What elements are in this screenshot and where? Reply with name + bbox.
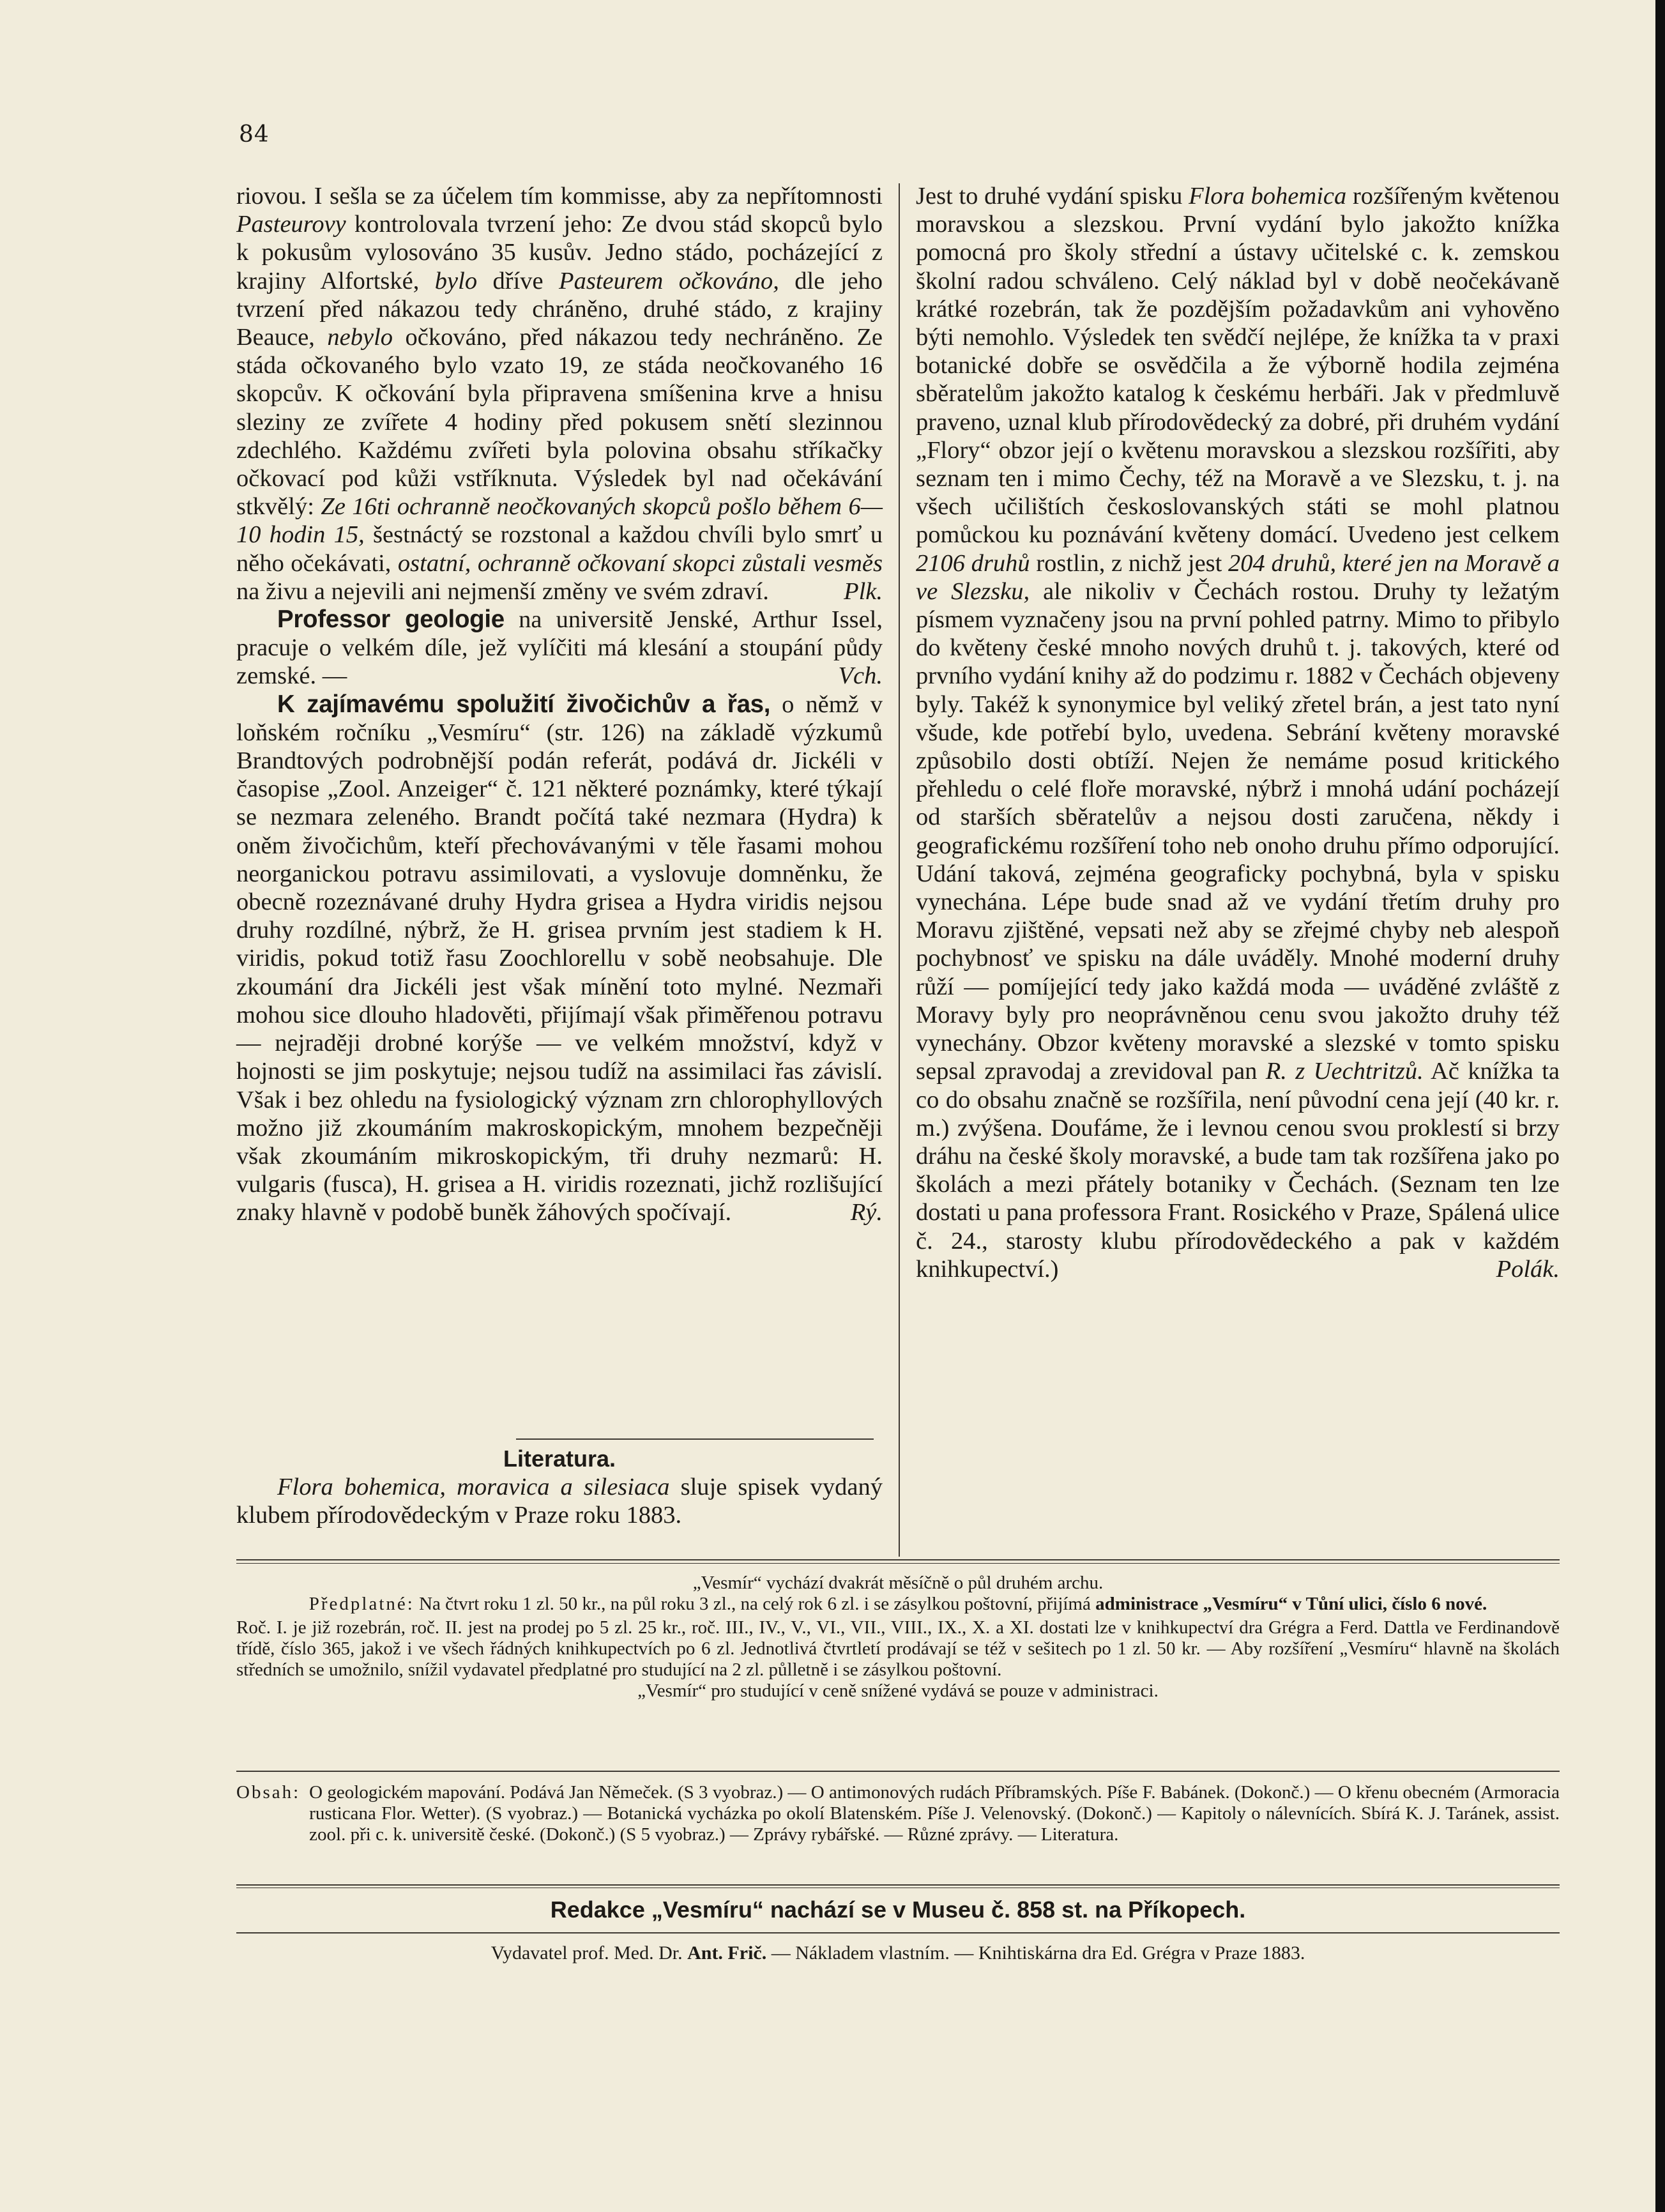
text-run: ale nikoliv v Čechách rostou. Druhy ty ležatým písmem vyznačeny jsou na první pohled patrny. Mimo to přibylo do květeny české mnoho nových druhů t. j. takových, které od prvního vydání knihy až do podzimu r. 1882 v Čechách objeveny byly. Takéž k synonymice byl veliký zřetel brán, a jest tato nyní všude, kde potřebí bylo, uvedena. Sebrání květeny moravské způsobilo dosti obtíží. Nejen že nemáme posud kritického přehledu o celé floře moravské, nýbrž i mnohá udání pocházejí od starších sběratelův a nejsou dosti zaručena, někdy i geografickému rozšíření toho neb onoho druhu přímo odporující. Udání taková, zejména geograficky pochybná, byla v spisku vynechána. Lépe bude snad až ve vydání třetím druhy pro Moravu zjištěné, vepsati než aby se zřejmé chyby neb alespoň pochybnosť ve spisku na dále uváděly. Mnohé moderní druhy růží — pomíjející tedy jako každá moda — uváděné zvláště z Moravy byly pro neoprávněnou cenu svou jakožto druhy též vynechány. Obzor květeny moravské a slezské v tomto spisku sepsal zpravodaj a zrevidoval pan — [916, 577, 1560, 1085]
text-run-italic: Ze 16ti ochranně neočkovaných skopců pošlo během 6—10 hodin 15, — [236, 493, 883, 549]
text-run: očkováno, před nákazou tedy nechráněno. Ze stáda očkovaného bylo vzato 19, ze stáda neočkovaného 16 skopcův. K očkování byla připravena smíšenina krve a hnisu sleziny ze zvířete 4 hodiny před pokusem snětí slezinnou zdechlého. Každému zvířeti byla polovina obsahu stříkačky očkovací pod kůži vstříknuta. Výsledek byl nad očekávání stkvělý: — [236, 324, 883, 521]
literatura-paragraph — [236, 1473, 883, 1529]
text-run-italic: R. z Uechtritzů. — [1265, 1058, 1424, 1085]
article-flora-review — [916, 182, 1560, 1283]
text-run: Jest to druhé vydání spisku — [916, 183, 1189, 210]
text-run-italic: Flora bohemica, moravica a silesiaca — [277, 1474, 670, 1500]
footer-rule-bottom — [236, 1932, 1560, 1934]
article-anthrax — [236, 182, 883, 606]
right-column — [916, 182, 1560, 1283]
text-run-italic: Pasteurem očkováno, — [559, 267, 779, 294]
article-geology — [236, 606, 883, 690]
text-run: na živu a nejevili ani nejmenší změny ve svém zdraví. — [236, 577, 769, 605]
signature: Vch. — [838, 662, 883, 690]
contents-list — [236, 1782, 1560, 1845]
text-run-italic: ostatní, ochranně očkovaní skopci zůstali vesměs — [397, 549, 883, 577]
imprint — [236, 1942, 1560, 1965]
article-lead: K zajímavému spolužití živočichův a řas, — [277, 690, 771, 718]
literatura-text — [236, 1473, 883, 1529]
text-run: na universitě Jenské, Arthur Issel, pracuje o velkém díle, jež vylíčiti má klesání a stoupání půdy zemské. — — [236, 606, 883, 690]
editorial-address: Redakce „Vesmíru“ nachází se v Museu č. 858 st. na Příkopech. — [550, 1896, 1246, 1923]
signature: Rý. — [850, 1199, 883, 1226]
text-run-italic: Pasteurovy — [236, 211, 346, 238]
article-lead: Professor geologie — [277, 606, 505, 634]
contents-label: Obsah: — [236, 1782, 301, 1803]
text-run-italic: bylo — [434, 267, 478, 294]
publication-note: „Vesmír“ vychází dvakrát měsíčně o půl druhém archu. — [692, 1573, 1104, 1593]
text-run: riovou. I sešla se za účelem tím kommisse, aby za nepřítomnosti — [236, 183, 883, 210]
signature: Plk. — [844, 577, 883, 605]
contents-text: O geologickém mapování. Podává Jan Němeček. (S 3 vyobraz.) — O antimonových rudách Příbramských. Píše F. Babánek. (Dokonč.) — O křenu obecném (Armoracia rusticana Flor. Wetter). (S vyobraz.) — Botanická vycházka po okolí Blatenském. Píše J. Velenovský. (Dokonč.) — Kapitoly o nálevnících. Sbírá K. J. Taránek, assist. zool. při c. k. universitě české. (Dokonč.) (S 5 vyobraz.) — Zprávy rybářské. — Různé zprávy. — Literatura. — [309, 1782, 1560, 1845]
text-run: Vydavatel prof. Med. Dr. — [490, 1942, 688, 1964]
subscription-label: Předplatné: — [308, 1594, 414, 1614]
text-run: Ač knížka ta co do obsahu značně se rozšířila, není původní cena její (40 kr. r. m.) zvýšena. Doufáme, že i levnou cenou svou proklestí si brzy dráhu na české školy moravské, a bude tam tak rozšířena jako po školách a mezi přátely botaniky v Čechách. (Seznam ten lze dostati u pana professora Frant. Rosického v Praze, Spálená ulice č. 24., starosty klubu přírodovědeckého a pak v každém knihkupectví.) — [916, 1058, 1560, 1283]
text-run: o němž v loňském ročníku „Vesmíru“ (str. 126) na základě výzkumů Brandtových podrobnější podán referát, podává dr. Jickéli v časopise „Zool. Anzeiger“ č. 121 některé poznámky, které týkají se nezmara zeleného. Brandt počítá také nezmara (Hydra) k oněm živočichům, kteří přechovávanými v těle řasami mohou neorganickou potravu assimilovati, a vyslovuje domněnku, že obecně rozeznávané druhy Hydra grisea a Hydra viridis nejsou druhy rozdílné, nýbrž, že H. grisea prvním jest stadiem k H. viridis, pokud totiž řasu Zoochlorellu v sobě neobsahuje. Dle zkoumání dra Jickéli jest však mínění toto mylné. Nezmaři mohou sice dlouho hladověti, přijímají však přiměřenou potravu — nejraději drobné korýše — ve velkém množství, když v hojnosti se jim poskytuje; nejsou tudíž na assimilaci řas závislí. Však i bez ohledu na fysiologický význam zrn chlorophyllových možno již zkoumáním makroskopickým, mnohem bezpečněji však zkoumáním mikroskopickým, tři druhy nezmarů: H. vulgaris (fusca), H. grisea a H. viridis rozeznati, jichž rozlišující znaky hlavně v podobě buněk žáhových spočívají. — [236, 690, 883, 1226]
volumes-note: Roč. I. je již rozebrán, roč. II. jest na prodej po 5 zl. 25 kr., roč. III., IV., V., VI., VII., VIII., IX., X. a XI. dostati lze v knihkupectví dra Grégra a Ferd. Dattla ve Ferdinandově třídě, číslo 365, jakož i ve všech řádných knihkupectvích po 6 zl. Jednotlivá čtvrtletí prodávají se též v sešitech po 1 zl. 50 kr. — Aby rozšíření „Vesmíru“ hlavně na školách středních se umožnilo, snížil vydavatel předplatné pro studující na 2 zl. půlletně i se zásylkou poštovní. — [236, 1617, 1560, 1680]
text-run: šestnáctý se rozstonal a každou chvíli bylo smrť u něho očekávati, — [236, 521, 883, 577]
page-number: 84 — [239, 121, 270, 148]
text-run: rostlin, z nichž jest — [1030, 549, 1229, 577]
administration-address: administrace „Vesmíru“ v Tůní ulici, číslo 6 nové. — [1095, 1594, 1487, 1614]
footer-rule-lower — [236, 1884, 1560, 1886]
footer-rule-top — [236, 1559, 1560, 1560]
text-run-italic: Flora bohemica — [1189, 183, 1347, 210]
text-run: dle jeho tvrzení před nákazou tedy chráněno, druhé stádo, z krajiny Beauce, — [236, 267, 883, 351]
section-rule — [516, 1438, 874, 1440]
students-note: „Vesmír“ pro studující v ceně snížené vydává se pouze v administraci. — [637, 1681, 1159, 1701]
text-run: Na čtvrt roku 1 zl. 50 kr., na půl roku 3 zl., na celý rok 6 zl. i se zásylkou poštovní, přijímá — [414, 1594, 1096, 1614]
scan-edge-bar — [1655, 0, 1665, 2212]
publisher-name: Ant. Frič. — [687, 1942, 767, 1964]
column-divider — [899, 183, 900, 1557]
contents-block — [236, 1782, 1560, 1845]
section-heading-literatura: Literatura. — [503, 1445, 616, 1472]
footer-rule-top-thin — [236, 1563, 1560, 1564]
text-run: rozšířeným květenou moravskou a slezskou. První vydání bylo jakožto knížka pomocná pro školy střední a ústavy učitelské c. k. zemskou školní radou schváleno. Celý náklad byl v době neočekávaně krátké rozebrán, tak že pozdějším požadavkům ani vyhověno býti nemohlo. Výsledek ten svědčí nejlépe, že knížka ta v praxi botanické dobře se osvědčila a že výborně hodila zejména sběratelům jakožto katalog k českému herbáři. Jak v předmluvě praveno, uznal klub přírodovědecký za dobré, při druhém vydání „Flory“ obzor její o květenu moravskou a slezskou rozšířiti, aby seznam ten i mimo Čechy, též na Moravě a ve Slezsku, t. j. na všech učilištích českoslovanských státi se mohl platnou pomůckou ku poznávání květeny domácí. Uvedeno jest celkem — [916, 183, 1560, 549]
text-run: — Nákladem vlastním. — Knihtiskárna dra Ed. Grégra v Praze 1883. — [766, 1942, 1305, 1964]
text-run: kontrolovala tvrzení jeho: Ze dvou stád skopců bylo k pokusům vylosováno 35 kusův. Jedno stádo, pocházející z krajiny Alfortské, — [236, 211, 883, 294]
footer-rule-middle — [236, 1771, 1560, 1772]
text-run-italic: 204 druhů, které jen na Moravě a ve Slezsku, — [916, 549, 1560, 605]
signature: Polák. — [1496, 1255, 1560, 1283]
text-run-italic: nebylo — [327, 324, 393, 351]
subscription-info — [236, 1573, 1560, 1702]
text-run: sluje spisek vydaný klubem přírodovědeckým v Praze roku 1883. — [236, 1474, 883, 1529]
subscription-prices — [236, 1594, 1560, 1615]
text-run: dříve — [477, 267, 559, 294]
article-hydra — [236, 690, 883, 1227]
left-column — [236, 182, 883, 1227]
text-run-italic: 2106 druhů — [916, 549, 1030, 577]
